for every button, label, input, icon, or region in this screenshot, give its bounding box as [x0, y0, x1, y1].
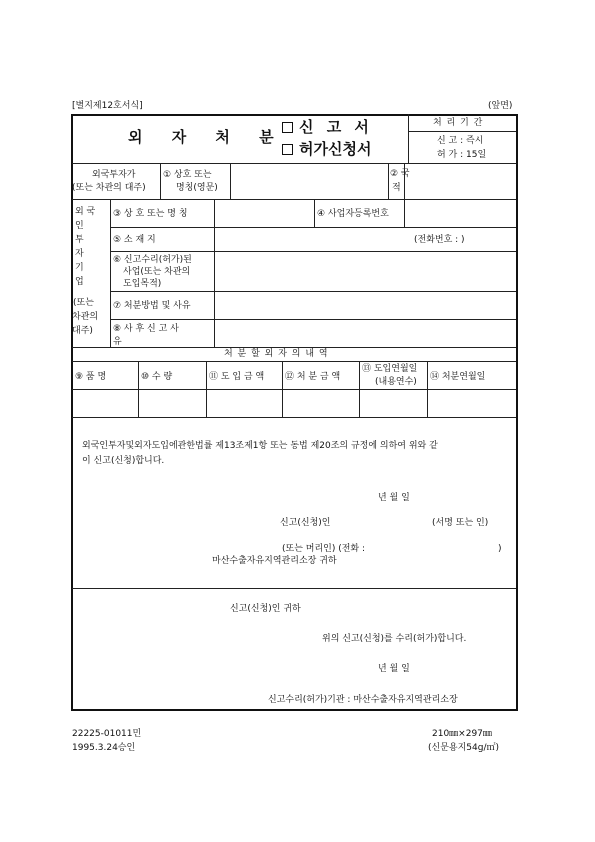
- disposal-amount-field[interactable]: [284, 391, 357, 415]
- quantity-field[interactable]: [140, 391, 204, 415]
- report-option[interactable]: 신 고 서: [282, 119, 373, 136]
- disposal-date-field[interactable]: [429, 391, 514, 415]
- company-name-field[interactable]: [216, 202, 312, 224]
- investor-section-label: 외국투자가: [92, 170, 136, 180]
- detail-heading: 처 분 할 외 자 의 내 역: [224, 349, 329, 359]
- col-import-amount: ⑪ 도 입 금 액: [209, 372, 265, 382]
- approval-date: 1995.3.24승인: [72, 743, 136, 753]
- col-disposal-date: ⑭ 처분연월일: [430, 372, 486, 382]
- processing-period-label: 처 리 기 간: [433, 118, 484, 128]
- disposal-method-field[interactable]: [216, 294, 514, 316]
- form-code: 22225-01011민: [72, 729, 142, 739]
- nationality-sublabel: 적: [392, 183, 401, 193]
- page-side-label: (앞면): [488, 101, 513, 111]
- statement-line-2: 이 신고(신청)합니다.: [82, 456, 165, 466]
- col-import-date: ⑬ 도입연월일: [362, 364, 418, 374]
- post-report-label: ⑧ 사 후 신 고 사: [113, 324, 179, 334]
- receipt-addressee: 신고(신청)인 귀하: [230, 604, 301, 614]
- business-field[interactable]: [216, 254, 514, 288]
- investor-section-sublabel: (또는 차관의 대주): [72, 183, 146, 193]
- permit-checkbox[interactable]: [282, 144, 293, 155]
- import-date-field[interactable]: [361, 391, 425, 415]
- receipt-authority: 신고수리(허가)기관 : 마산수출자유지역관리소장: [268, 695, 458, 705]
- application-date: 년 월 일: [378, 493, 410, 503]
- addressee: 마산수출자유지역관리소장 귀하: [212, 556, 337, 566]
- signature-label: (서명 또는 인): [432, 518, 489, 528]
- address-label: ⑤ 소 재 지: [113, 235, 156, 245]
- disposal-method-label: ⑦ 처분방법 및 사유: [113, 301, 191, 311]
- period-report: 신 고 : 즉시: [437, 136, 484, 146]
- post-report-field[interactable]: [216, 322, 514, 344]
- business-label: ⑥ 신고수리(허가)된: [113, 255, 192, 265]
- item-name-field[interactable]: [74, 391, 136, 415]
- investor-name-sublabel: 명칭(영문): [176, 183, 218, 193]
- form-title: 외 자 처 분: [128, 128, 286, 146]
- paper-size: 210㎜×297㎜: [432, 729, 492, 739]
- business-reg-field[interactable]: [406, 202, 514, 224]
- form-number: [별지제12호서식]: [72, 101, 143, 111]
- period-permit: 허 가 : 15일: [437, 150, 487, 160]
- business-reg-label: ④ 사업자등록번호: [317, 209, 389, 219]
- col-item-name: ⑨ 품 명: [75, 372, 107, 382]
- col-disposal-amount: ⑫ 처 분 금 액: [285, 372, 341, 382]
- receipt-accepted: 위의 신고(신청)를 수리(허가)합니다.: [322, 634, 467, 644]
- agent-label: (또는 머리인) (전화 :: [282, 544, 366, 554]
- permit-option[interactable]: 허가신청서: [282, 141, 371, 158]
- investor-name-field[interactable]: [232, 166, 385, 196]
- applicant-label: 신고(신청)인: [280, 518, 331, 528]
- import-amount-field[interactable]: [208, 391, 280, 415]
- company-name-label: ③ 상 호 또는 명 칭: [113, 209, 188, 219]
- report-checkbox[interactable]: [282, 122, 293, 133]
- nationality-field[interactable]: [406, 166, 514, 196]
- phone-label: (전화번호 : ): [414, 235, 465, 245]
- col-quantity: ⑩ 수 량: [141, 372, 173, 382]
- investor-name-label: ① 상호 또는: [163, 170, 212, 180]
- nationality-label: ② 국: [390, 169, 410, 179]
- address-field[interactable]: [216, 230, 406, 250]
- statement-line-1: 외국인투자및외자도입에관한법률 제13조제1항 또는 동법 제20조의 규정에 의하여 위와 같: [82, 441, 438, 451]
- paper-type: (신문용지54g/㎡): [428, 743, 499, 753]
- receipt-date: 년 월 일: [378, 664, 410, 674]
